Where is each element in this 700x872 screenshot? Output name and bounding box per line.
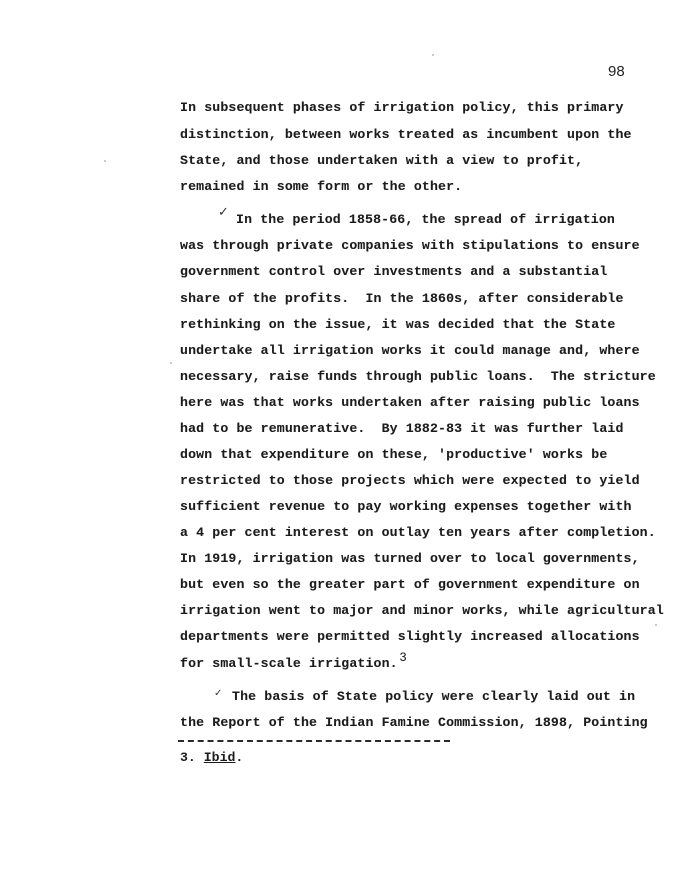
paragraph-2-line-13: a 4 per cent interest on outlay ten years after completion. [180, 525, 656, 540]
paragraph-1-line-4: remained in some form or the other. [180, 179, 463, 194]
paragraph-2-line-6: undertake all irrigation works it could manage and, where [180, 343, 640, 358]
paragraph-2-line-3: government control over investments and a substantial [180, 264, 608, 279]
paragraph-1-line-1: In subsequent phases of irrigation policy, this primary [180, 100, 624, 115]
paragraph-2-line-8: here was that works undertaken after raising public loans [180, 395, 640, 410]
paragraph-2-line-7: necessary, raise funds through public loans. The stricture [180, 369, 656, 384]
paragraph-2-line-15: but even so the greater part of government expenditure on [180, 577, 640, 592]
checkmark-icon: ✓ [214, 688, 223, 699]
scan-speck [432, 54, 434, 56]
footnote-number: 3. [180, 750, 196, 765]
paragraph-2-line-18 [180, 650, 407, 672]
paragraph-2-line-18-text: for small-scale irrigation. [180, 656, 398, 671]
footnote-separator [178, 740, 450, 742]
scan-speck [655, 624, 657, 626]
paragraph-2-line-5: rethinking on the issue, it was decided that the State [180, 317, 616, 332]
page-number: 98 [608, 63, 625, 80]
checkmark-icon: ✓ [218, 205, 229, 220]
paragraph-2-line-11: restricted to those projects which were expected to yield [180, 473, 640, 488]
paragraph-2-line-9: had to be remunerative. By 1882-83 it was further laid [180, 421, 624, 436]
paragraph-1-line-2: distinction, between works treated as incumbent upon the [180, 127, 632, 142]
scan-speck [170, 362, 172, 364]
footnote-reference: 3 [399, 650, 407, 664]
paragraph-2-line-14: In 1919, irrigation was turned over to local governments, [180, 551, 640, 566]
footnote-trailing: . [235, 750, 244, 765]
paragraph-2-line-17: departments were permitted slightly increased allocations [180, 629, 640, 644]
paragraph-2-line-4: share of the profits. In the 1860s, after considerable [180, 291, 624, 306]
paragraph-2-line-1: In the period 1858-66, the spread of irrigation [236, 212, 615, 227]
footnote-text: Ibid [203, 750, 236, 765]
paragraph-2-line-10: down that expenditure on these, 'productive' works be [180, 447, 608, 462]
paragraph-3-line-1: The basis of State policy were clearly laid out in [232, 689, 636, 704]
paragraph-2-line-2: was through private companies with stipulations to ensure [180, 238, 640, 253]
paragraph-1-line-3: State, and those undertaken with a view to profit, [180, 153, 584, 168]
paragraph-3-line-2: the Report of the Indian Famine Commission, 1898, Pointing [180, 715, 648, 730]
scan-speck [104, 160, 106, 162]
footnote-3 [180, 750, 243, 765]
paragraph-2-line-16: irrigation went to major and minor works, while agricultural [180, 603, 664, 618]
paragraph-2-line-12: sufficient revenue to pay working expenses together with [180, 499, 632, 514]
